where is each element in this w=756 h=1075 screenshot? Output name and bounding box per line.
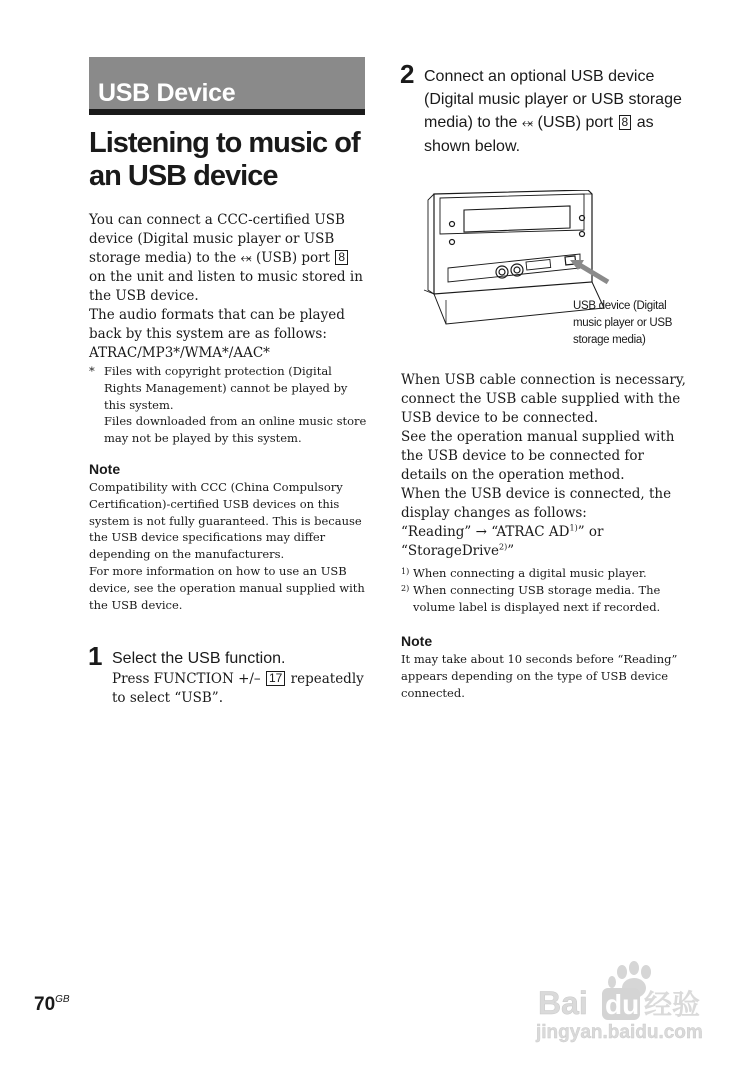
footnote-line: Files downloaded from an online music store may not be played by this system.	[104, 414, 367, 446]
usb-port-label: (USB) port	[256, 250, 331, 266]
footnote-mark: *	[89, 364, 95, 378]
connection-description	[401, 371, 686, 561]
watermark-brand-left: Bai	[538, 985, 588, 1021]
step-title-text: port	[585, 114, 614, 131]
page-number-suffix: GB	[55, 994, 70, 1005]
footnote-item	[401, 565, 686, 582]
footnote-mark: 1)	[401, 567, 410, 576]
watermark-url: jingyan.baidu.com	[536, 1022, 703, 1043]
usb-port-label: (USB)	[537, 114, 582, 131]
compatibility-note	[89, 461, 371, 613]
watermark-brand-right: du	[605, 989, 640, 1020]
note-paragraph: Compatibility with CCC (China Compulsory Certification)-certified USB devices on this system is not fully guaranteed. This is because the USB device specifications may differ depending on the manufacturers.	[89, 480, 362, 562]
button-number-badge: 17	[266, 671, 285, 686]
page-number	[34, 994, 70, 1016]
audio-formats: ATRAC/MP3*/WMA*/AAC*	[89, 345, 270, 361]
usb-icon: ⬾	[240, 250, 252, 266]
body-text-part: ”	[507, 543, 515, 559]
note-heading: Note	[89, 461, 121, 477]
insert-arrow-shaft	[578, 264, 608, 282]
intro-paragraph-1	[89, 211, 369, 306]
body-paragraph	[401, 485, 686, 561]
intro-text-part: You can connect a CCC-certified USB device (Digital music player or USB storage media) to the	[89, 212, 345, 266]
illustration-callout: USB device (Digital music player or USB storage media)	[573, 300, 673, 346]
step-text-part: Press FUNCTION +/–	[112, 671, 261, 687]
unit-display-window	[464, 206, 570, 232]
body-paragraph: See the operation manual supplied with the USB device to be connected for details on the operation method.	[401, 429, 675, 483]
port-number-badge: 8	[335, 250, 348, 265]
formats-footnote	[89, 363, 371, 447]
footnote-mark: 2)	[401, 583, 410, 593]
body-text-part: When the USB device is connected, the display changes as follows:	[401, 486, 672, 521]
step-title	[424, 65, 682, 158]
body-text-part: ” or	[577, 524, 604, 540]
display-reading-text: “Reading”	[401, 524, 472, 540]
page-title: Listening to music of an USB device	[89, 127, 360, 192]
section-banner	[89, 57, 365, 115]
watermark-brand-cn: 经验	[644, 988, 701, 1021]
note-paragraph: For more information on how to use an USB device, see the operation manual supplied with the USB device.	[89, 563, 365, 612]
timing-note	[401, 633, 686, 701]
usb-icon: ⬾	[521, 115, 534, 131]
page-number-value: 70	[34, 994, 56, 1015]
footnote-ref: 2)	[499, 542, 508, 552]
step-title-text: Connect an optional USB device (Digital music player or USB storage media) to the	[424, 68, 682, 131]
step-instructions	[112, 670, 374, 708]
footnote-text: When connecting USB storage media. The volume label is displayed next if recorded.	[413, 582, 661, 614]
step-title-text: as shown below.	[424, 114, 654, 155]
display-atrac-text: “ATRAC AD	[491, 524, 570, 540]
note-paragraph: It may take about 10 seconds before “Reading” appears depending on the type of USB device connected.	[401, 652, 678, 700]
step-text-part: repeatedly to select “USB”.	[112, 671, 364, 706]
intro-text-part: on the unit and listen to music stored in the USB device.	[89, 269, 363, 304]
baidu-watermark	[530, 958, 730, 1048]
body-paragraph: When USB cable connection is necessary, connect the USB cable supplied with the USB device to be connected.	[401, 372, 686, 426]
footnote-ref: 1)	[569, 523, 578, 533]
display-storage-text: “StorageDrive	[401, 543, 500, 559]
display-footnotes	[401, 565, 686, 615]
step-number: 1	[88, 641, 103, 671]
footnote-text: When connecting a digital music player.	[413, 566, 647, 580]
note-heading: Note	[401, 633, 433, 649]
footnote-line: Files with copyright protection (Digital Rights Management) cannot be played by this system.	[104, 364, 348, 412]
step-title-text: Select the USB function.	[112, 650, 286, 667]
arrow-right-icon: →	[475, 524, 487, 540]
step-title	[112, 647, 372, 670]
port-number-badge: 8	[619, 115, 632, 130]
intro-text	[89, 211, 369, 363]
step-number: 2	[400, 59, 415, 89]
section-banner-title: USB Device	[98, 79, 236, 107]
intro-paragraph-2: The audio formats that can be played back by this system are as follows:	[89, 307, 345, 342]
footnote-item	[401, 582, 686, 616]
